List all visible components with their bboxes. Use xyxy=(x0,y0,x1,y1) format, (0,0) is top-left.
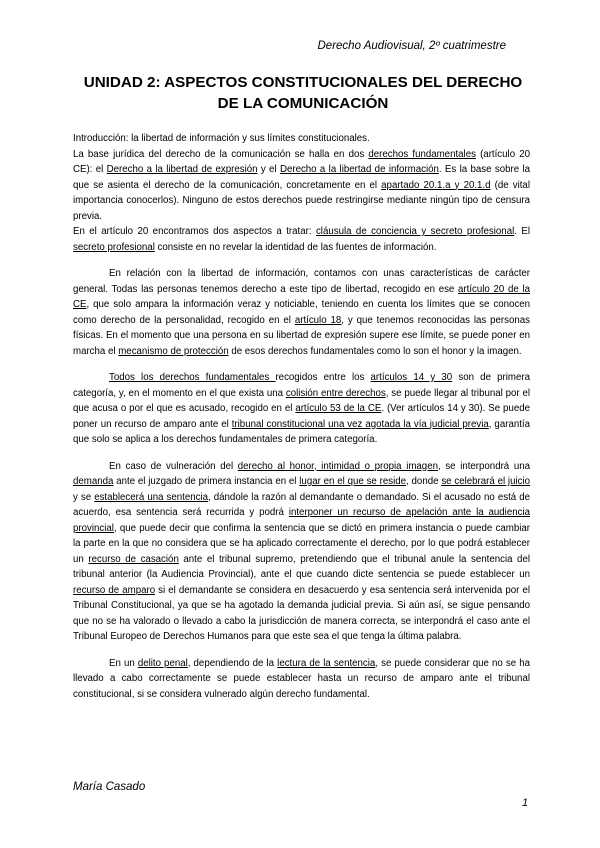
page-title xyxy=(72,72,534,114)
paragraph-5 xyxy=(73,459,530,645)
page-header: Derecho Audiovisual, 2º cuatrimestre xyxy=(317,40,506,52)
underlined-term: Todos los derechos fundamentales xyxy=(109,372,276,383)
text: recogidos entre los xyxy=(275,372,371,383)
title-line-2: DE LA COMUNICACIÓN xyxy=(217,95,389,112)
paragraph-6 xyxy=(73,656,530,703)
underlined-term: lugar en el que se reside xyxy=(299,476,407,487)
text: , se interpondrá una xyxy=(437,460,531,472)
text: En el artículo 20 encontramos dos aspectos a tratar: xyxy=(73,226,316,237)
paragraph-4 xyxy=(73,370,530,448)
underlined-term: tribunal constitucional una vez agotada la vía judicial previa xyxy=(231,418,489,430)
underlined-term: se celebrará el juicio xyxy=(441,476,531,487)
underlined-term: interponer un recurso de apelación ante la audiencia provincial xyxy=(73,507,530,534)
underlined-term: artículos 14 y 30 xyxy=(370,372,453,383)
text: , se puede llegar al tribunal por el que acusa o por el que es acusado, recogido en el xyxy=(73,387,530,414)
text: La base jurídica del derecho de la comunicación se halla en dos xyxy=(73,148,369,160)
text: En un xyxy=(109,657,138,669)
text: ante el juzgado de primera instancia en el xyxy=(113,476,300,487)
underlined-term: lectura de la sentencia xyxy=(277,657,376,669)
underlined-term: Derecho a la libertad de expresión xyxy=(106,164,258,175)
underlined-term: artículo 18, xyxy=(294,314,344,326)
text: , dándole la razón al demandante o demandado. Si el acusado no está de acuerdo, esa sentencia será recurrida y podrá xyxy=(73,491,530,518)
underlined-term: Derecho a la libertad de información xyxy=(279,164,439,175)
text: (artículo 20 CE): el xyxy=(73,148,531,175)
paragraph-3 xyxy=(73,266,530,359)
text: . Es la base sobre la que se asienta el derecho de la comunicación, concretamente en el xyxy=(73,164,530,191)
text: de esos derechos fundamentales como lo son el honor y la imagen. xyxy=(228,345,522,357)
underlined-term: recurso de amparo xyxy=(73,584,156,596)
underlined-term: apartado 20.1.a y 20.1.d xyxy=(381,179,491,191)
underlined-term: derechos fundamentales xyxy=(368,148,476,160)
underlined-term: artículo 53 de la CE xyxy=(295,403,382,414)
underlined-term: artículo 20 de la CE xyxy=(73,283,530,310)
text: , donde xyxy=(406,476,442,487)
title-line-1: UNIDAD 2: ASPECTOS CONSTITUCIONALES DEL DERECHO xyxy=(83,74,523,91)
intro-heading: Introducción: la libertad de información y sus límites constitucionales. xyxy=(73,133,370,144)
text: son de primera categoría, y, en el momento en el que exista una xyxy=(73,372,530,399)
text: , se puede considerar que no se ha llevado a cabo correctamente se puede establecer hasta un recurso de amparo ante el tribunal constitucional, si se considera vulnerado algún derecho fundamental. xyxy=(73,657,530,700)
footer-author: María Casado xyxy=(73,781,146,793)
paragraph-1 xyxy=(73,147,530,225)
text: En caso de vulneración del xyxy=(109,460,238,472)
underlined-term: mecanismo de protección xyxy=(118,345,229,357)
text: , que solo ampara la información veraz y noticiable, teniendo en cuenta los límites que se conocen como derecho de la personalidad, recogido en el xyxy=(73,299,530,326)
text: si el demandante se considera en desacuerdo y esa sentencia será intervenida por el Tribunal Constitucional, ya que se ha agotado la demanda judicial previa. Si aún así, se sigue pensando que no se ha valorado o llevado a cabo la jurisdicción de manera correcta, se interpondrá el caso ante el Tribunal Europeo de Derechos Humanos para que este sea el que tenga la última palabra. xyxy=(73,584,530,642)
text: ante el tribunal supremo, pretendiendo que el tribunal anule la sentencia del tribunal anterior (la Audiencia Provincial), ante el que cuando dicte sentencia se puede establecer un xyxy=(73,553,530,580)
text: (de vital importancia conocerlos). Ninguno de estos derechos puede restringirse mediante ningún tipo de censura previa. xyxy=(73,179,530,222)
paragraph-2 xyxy=(73,224,530,255)
text: . (Ver artículos 14 y 30). Se puede poner un recurso de amparo ante el xyxy=(73,403,530,430)
text: En relación con la libertad de información, contamos con unas características de carácter general. Todas las personas tenemos derecho a este tipo de libertad, recogido en ese xyxy=(73,268,530,295)
underlined-term: delito penal xyxy=(137,657,188,669)
text: . El xyxy=(514,226,530,237)
page-number: 1 xyxy=(522,797,529,809)
underlined-term: establecerá una sentencia xyxy=(94,491,209,503)
text: , dependiendo de la xyxy=(187,657,278,669)
text: y el xyxy=(257,164,280,175)
underlined-term: demanda xyxy=(73,476,114,487)
text: y que tenemos reconocidas las personas físicas. En el momento que una persona en su libertad de expresión supere ese límite, se puede poner en marcha el xyxy=(73,314,530,357)
underlined-term: secreto profesional xyxy=(73,241,155,253)
text: y se xyxy=(73,491,95,503)
document-body xyxy=(73,131,530,702)
text: , que puede decir que confirma la sentencia que se dictó en primera instancia o puede cambiar la parte en la que no considera que se ha aplicado correctamente el derecho, por lo que podrá establecer un xyxy=(73,522,530,565)
underlined-term: recurso de casación xyxy=(88,553,179,565)
text: , garantía que solo se aplica a los derechos fundamentales de primera categoría. xyxy=(73,418,530,445)
underlined-term: cláusula de conciencia y secreto profesional xyxy=(315,226,515,237)
underlined-term: colisión entre derechos xyxy=(285,387,386,399)
text: consiste en no revelar la identidad de las fuentes de información. xyxy=(154,241,437,253)
underlined-term: derecho al honor, intimidad o propia imagen xyxy=(237,460,438,472)
